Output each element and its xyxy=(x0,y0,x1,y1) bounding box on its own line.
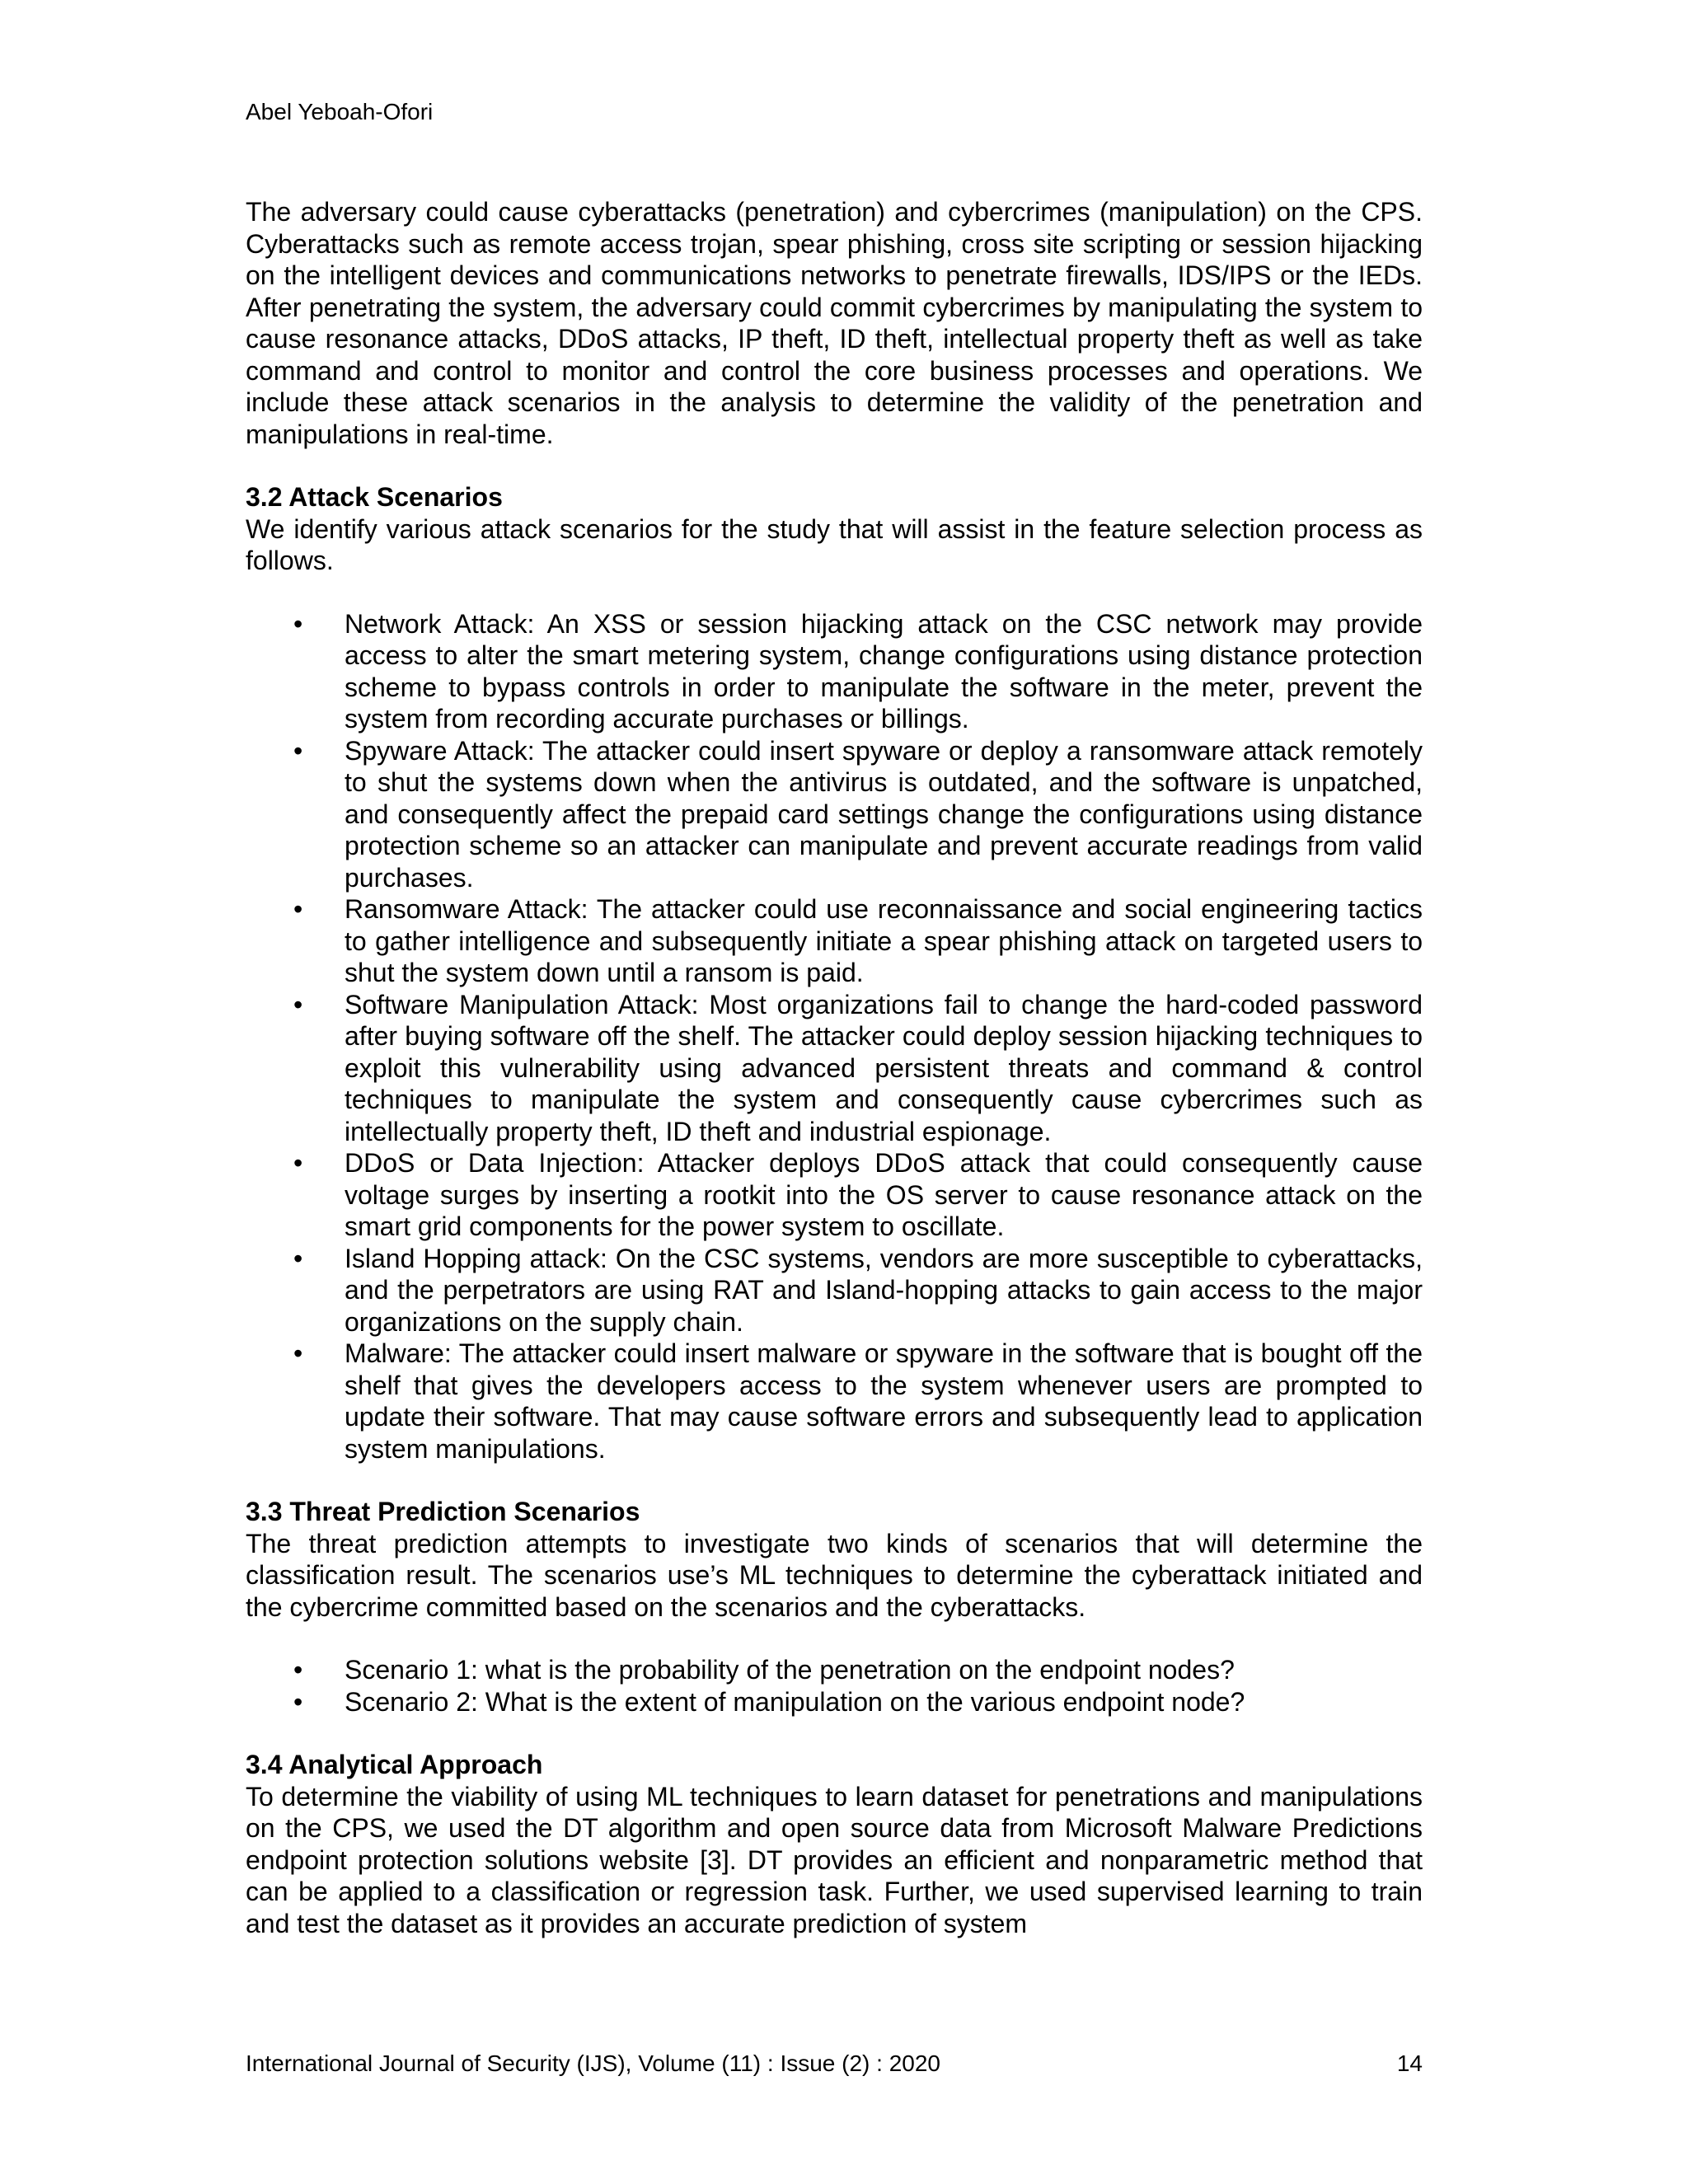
bullet-icon: • xyxy=(293,1148,303,1178)
list-item-text: Software Manipulation Attack: Most organizations fail to change the hard-coded password after buying software off the shelf. The attacker could deploy session hijacking techniques to exploit this vulnerability using advanced persistent threats and command & control techniques to manipulate the system and consequently cause cybercrimes such as intellectually property theft, ID theft and industrial espionage. xyxy=(345,989,1423,1146)
bullet-icon: • xyxy=(293,1338,303,1368)
bullet-icon: • xyxy=(293,735,303,766)
list-item xyxy=(246,1147,1423,1243)
bullet-list xyxy=(246,608,1423,1465)
section-heading: 3.2 Attack Scenarios xyxy=(246,482,503,512)
section-analytical-approach xyxy=(246,1749,1423,1939)
list-item xyxy=(246,1654,1423,1686)
section-paragraph: We identify various attack scenarios for the study that will assist in the feature selection process as follows. xyxy=(246,513,1423,575)
intro-paragraph: The adversary could cause cyberattacks (penetration) and cybercrimes (manipulation) on the CPS. Cyberattacks such as remote access trojan, spear phishing, cross site scripting or session hijacking on the intelligent devices and communications networks to penetrate firewalls, IDS/IPS or the IEDs. After penetrating the system, the adversary could commit cybercrimes by manipulating the system to cause resonance attacks, DDoS attacks, IP theft, ID theft, intellectual property theft as well as take command and control to monitor and control the core business processes and operations. We include these attack scenarios in the analysis to determine the validity of the penetration and manipulations in real-time. xyxy=(246,197,1423,449)
list-item-text: Malware: The attacker could insert malware or spyware in the software that is bought off the shelf that gives the developers access to the system whenever users are prompted to update their software. That may cause software errors and subsequently lead to application system manipulations. xyxy=(345,1338,1423,1464)
bullet-list xyxy=(246,1654,1423,1718)
section-heading: 3.4 Analytical Approach xyxy=(246,1750,543,1779)
list-item-text: Ransomware Attack: The attacker could use reconnaissance and social engineering tactics to gather intelligence and subsequently initiate a spear phishing attack on targeted users to shut the system down until a ransom is paid. xyxy=(345,894,1423,987)
list-item xyxy=(246,1686,1423,1718)
section-heading: 3.3 Threat Prediction Scenarios xyxy=(246,1497,640,1526)
section-paragraph: The threat prediction attempts to investigate two kinds of scenarios that will determine the classification result. The scenarios use’s ML techniques to determine the cyberattack initiated and the cybercrime committed based on the scenarios and the cyberattacks. xyxy=(246,1528,1423,1622)
section-threat-prediction-scenarios xyxy=(246,1496,1423,1718)
list-item-text: Island Hopping attack: On the CSC systems, vendors are more susceptible to cyberattacks, and the perpetrators are using RAT and Island-hopping attacks to gain access to the major organizations on the supply chain. xyxy=(345,1243,1423,1337)
running-header-author: Abel Yeboah-Ofori xyxy=(246,99,434,124)
page-number: 14 xyxy=(1396,2050,1423,2076)
list-item xyxy=(246,1243,1423,1338)
list-item xyxy=(246,1338,1423,1465)
bullet-icon: • xyxy=(293,608,303,639)
list-item xyxy=(246,608,1423,735)
section-paragraph: To determine the viability of using ML techniques to learn dataset for penetrations and manipulations on the CPS, we used the DT algorithm and open source data from Microsoft Malware Predictions endpoint protection solutions website [3]. DT provides an efficient and nonparametric method that can be applied to a classification or regression task. Further, we used supervised learning to train and test the dataset as it provides an accurate prediction of system xyxy=(246,1781,1423,1938)
footer-journal-citation: International Journal of Security (IJS), Volume (11) : Issue (2) : 2020 xyxy=(246,2050,940,2076)
list-item-text: Network Attack: An XSS or session hijacking attack on the CSC network may provide access to alter the smart metering system, change configurations using distance protection scheme to bypass controls in order to manipulate the software in the meter, prevent the system from recording accurate purchases or billings. xyxy=(345,608,1423,733)
bullet-icon: • xyxy=(293,1686,303,1717)
list-item xyxy=(246,893,1423,989)
bullet-icon: • xyxy=(293,1243,303,1273)
body-content xyxy=(246,196,1423,1939)
list-item-text: Spyware Attack: The attacker could insert spyware or deploy a ransomware attack remotely to shut the systems down when the antivirus is outdated, and the software is unpatched, and consequently affect the prepaid card settings change the configurations using distance protection scheme so an attacker can manipulate and prevent accurate readings from valid purchases. xyxy=(345,735,1423,893)
list-item xyxy=(246,989,1423,1148)
bullet-icon: • xyxy=(293,989,303,1019)
section-attack-scenarios xyxy=(246,481,1423,1465)
bullet-icon: • xyxy=(293,894,303,924)
list-item xyxy=(246,735,1423,894)
bullet-icon: • xyxy=(293,1655,303,1685)
list-item-text: Scenario 2: What is the extent of manipulation on the various endpoint node? xyxy=(345,1686,1245,1717)
list-item-text: DDoS or Data Injection: Attacker deploys DDoS attack that could consequently cause voltage surges by inserting a rootkit into the OS server to cause resonance attack on the smart grid components for the power system to oscillate. xyxy=(345,1148,1423,1241)
list-item-text: Scenario 1: what is the probability of the penetration on the endpoint nodes? xyxy=(345,1655,1235,1685)
